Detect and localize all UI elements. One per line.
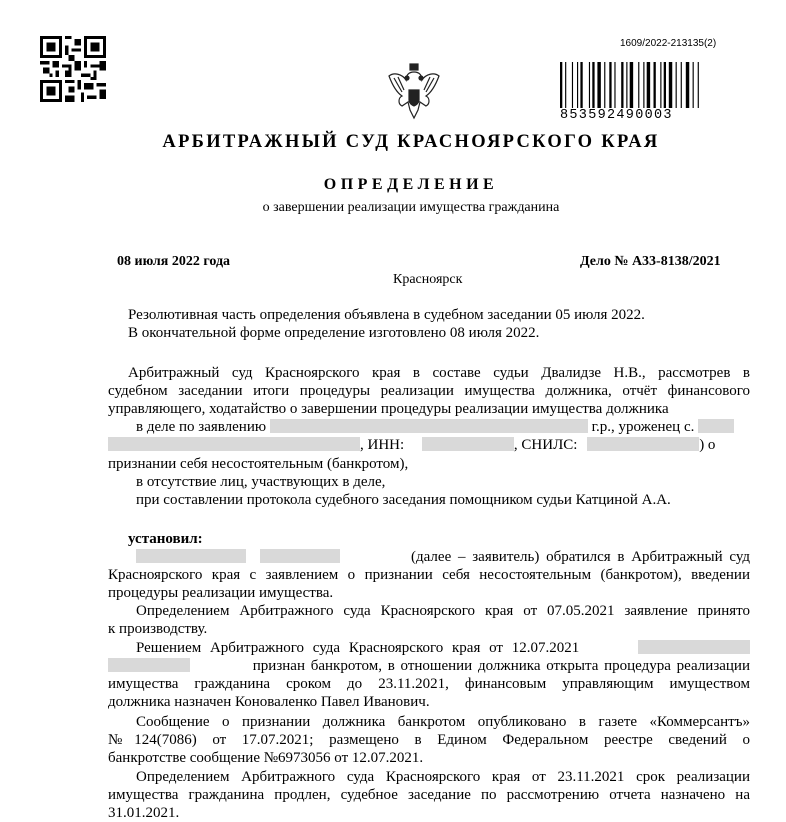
body-line: Красноярского края с заявлением о признании себя несостоятельным (банкротом), введении (108, 567, 750, 583)
redacted-block (136, 549, 246, 563)
redacted-block (587, 437, 699, 451)
body-line: имущества гражданина продлен, судебное заседание по рассмотрению отчета назначено на (108, 787, 750, 803)
body-line: управляющего, ходатайство о завершении процедуры реализации имущества должника (108, 401, 669, 417)
body-line: к производству. (108, 621, 208, 637)
body-text: ) о (699, 437, 716, 453)
final-form-line: В окончательной форме определение изготовлено 08 июля 2022. (128, 325, 540, 341)
qr-code (40, 36, 106, 102)
body-line: процедуры реализации имущества. (108, 585, 334, 601)
established-heading: установил: (128, 531, 203, 547)
coat-of-arms-emblem (386, 62, 442, 122)
redacted-block (260, 549, 340, 563)
body-line: признании себя несостоятельным (банкротом), (108, 456, 409, 472)
body-line: Определением Арбитражного суда Красноярского края от 23.11.2021 срок реализации (136, 769, 750, 785)
body-line: №124(7086) от 17.07.2021; размещено в Едином Федеральном реестре сведений о (108, 732, 750, 748)
document-number: 1609/2022-213135(2) (620, 38, 717, 49)
redacted-block (638, 640, 750, 654)
body-line: имущества гражданина сроком до 23.11.2021, финансовым управляющим имуществом (108, 676, 750, 692)
body-line (136, 418, 734, 436)
redacted-block (108, 658, 190, 672)
body-line: Сообщение о признании должника банкротом опубликовано в газете «Коммерсантъ» (136, 714, 750, 730)
body-line: при составлении протокола судебного заседания помощником судьи Катциной А.А. (136, 492, 671, 508)
body-line: банкротстве сообщение №6973056 от 12.07.2021. (108, 750, 424, 766)
redacted-block (422, 437, 514, 451)
body-line (136, 639, 750, 657)
body-line: 31.01.2021. (108, 805, 180, 821)
case-number: Дело № А33-8138/2021 (580, 254, 721, 269)
court-name: АРБИТРАЖНЫЙ СУД КРАСНОЯРСКОГО КРАЯ (162, 132, 660, 152)
body-line: Арбитражный суд Красноярского края в составе судьи Двалидзе Н.В., рассмотрев в (128, 365, 750, 381)
body-text: признан банкротом, в отношении должника открыта процедура реализации (252, 658, 750, 674)
document-subtitle: о завершении реализации имущества гражданина (262, 200, 560, 215)
body-line: Определением Арбитражного суда Красноярского края от 07.05.2021 заявление принято (136, 603, 750, 619)
body-text: , ИНН: (360, 437, 405, 453)
body-text: г.р., уроженец с. (591, 419, 695, 435)
redacted-block (108, 437, 360, 451)
body-line: должника назначен Коноваленко Павел Иванович. (108, 694, 430, 710)
resolution-line: Резолютивная часть определения объявлена в судебном заседании 05 июля 2022. (128, 307, 645, 323)
body-line: в отсутствие лиц, участвующих в деле, (136, 474, 386, 490)
redacted-block (270, 419, 588, 433)
redacted-block (698, 419, 734, 433)
body-line (136, 548, 750, 566)
body-text: (далее – заявитель) обратился в Арбитражный суд (411, 549, 750, 565)
body-text: , СНИЛС: (513, 437, 578, 453)
body-line (108, 657, 750, 675)
body-line (108, 436, 715, 454)
document-date: 08 июля 2022 года (117, 254, 231, 269)
body-text: Решением Арбитражного суда Красноярского края от 12.07.2021 (136, 640, 580, 656)
body-line: судебном заседании итоги процедуры реализации имущества должника, отчёт финансового (108, 383, 750, 399)
document-city: Красноярск (393, 272, 463, 287)
document-title: ОПРЕДЕЛЕНИЕ (323, 176, 499, 193)
body-text: в деле по заявлению (136, 419, 267, 435)
barcode-number: 853592490003 (560, 108, 673, 123)
